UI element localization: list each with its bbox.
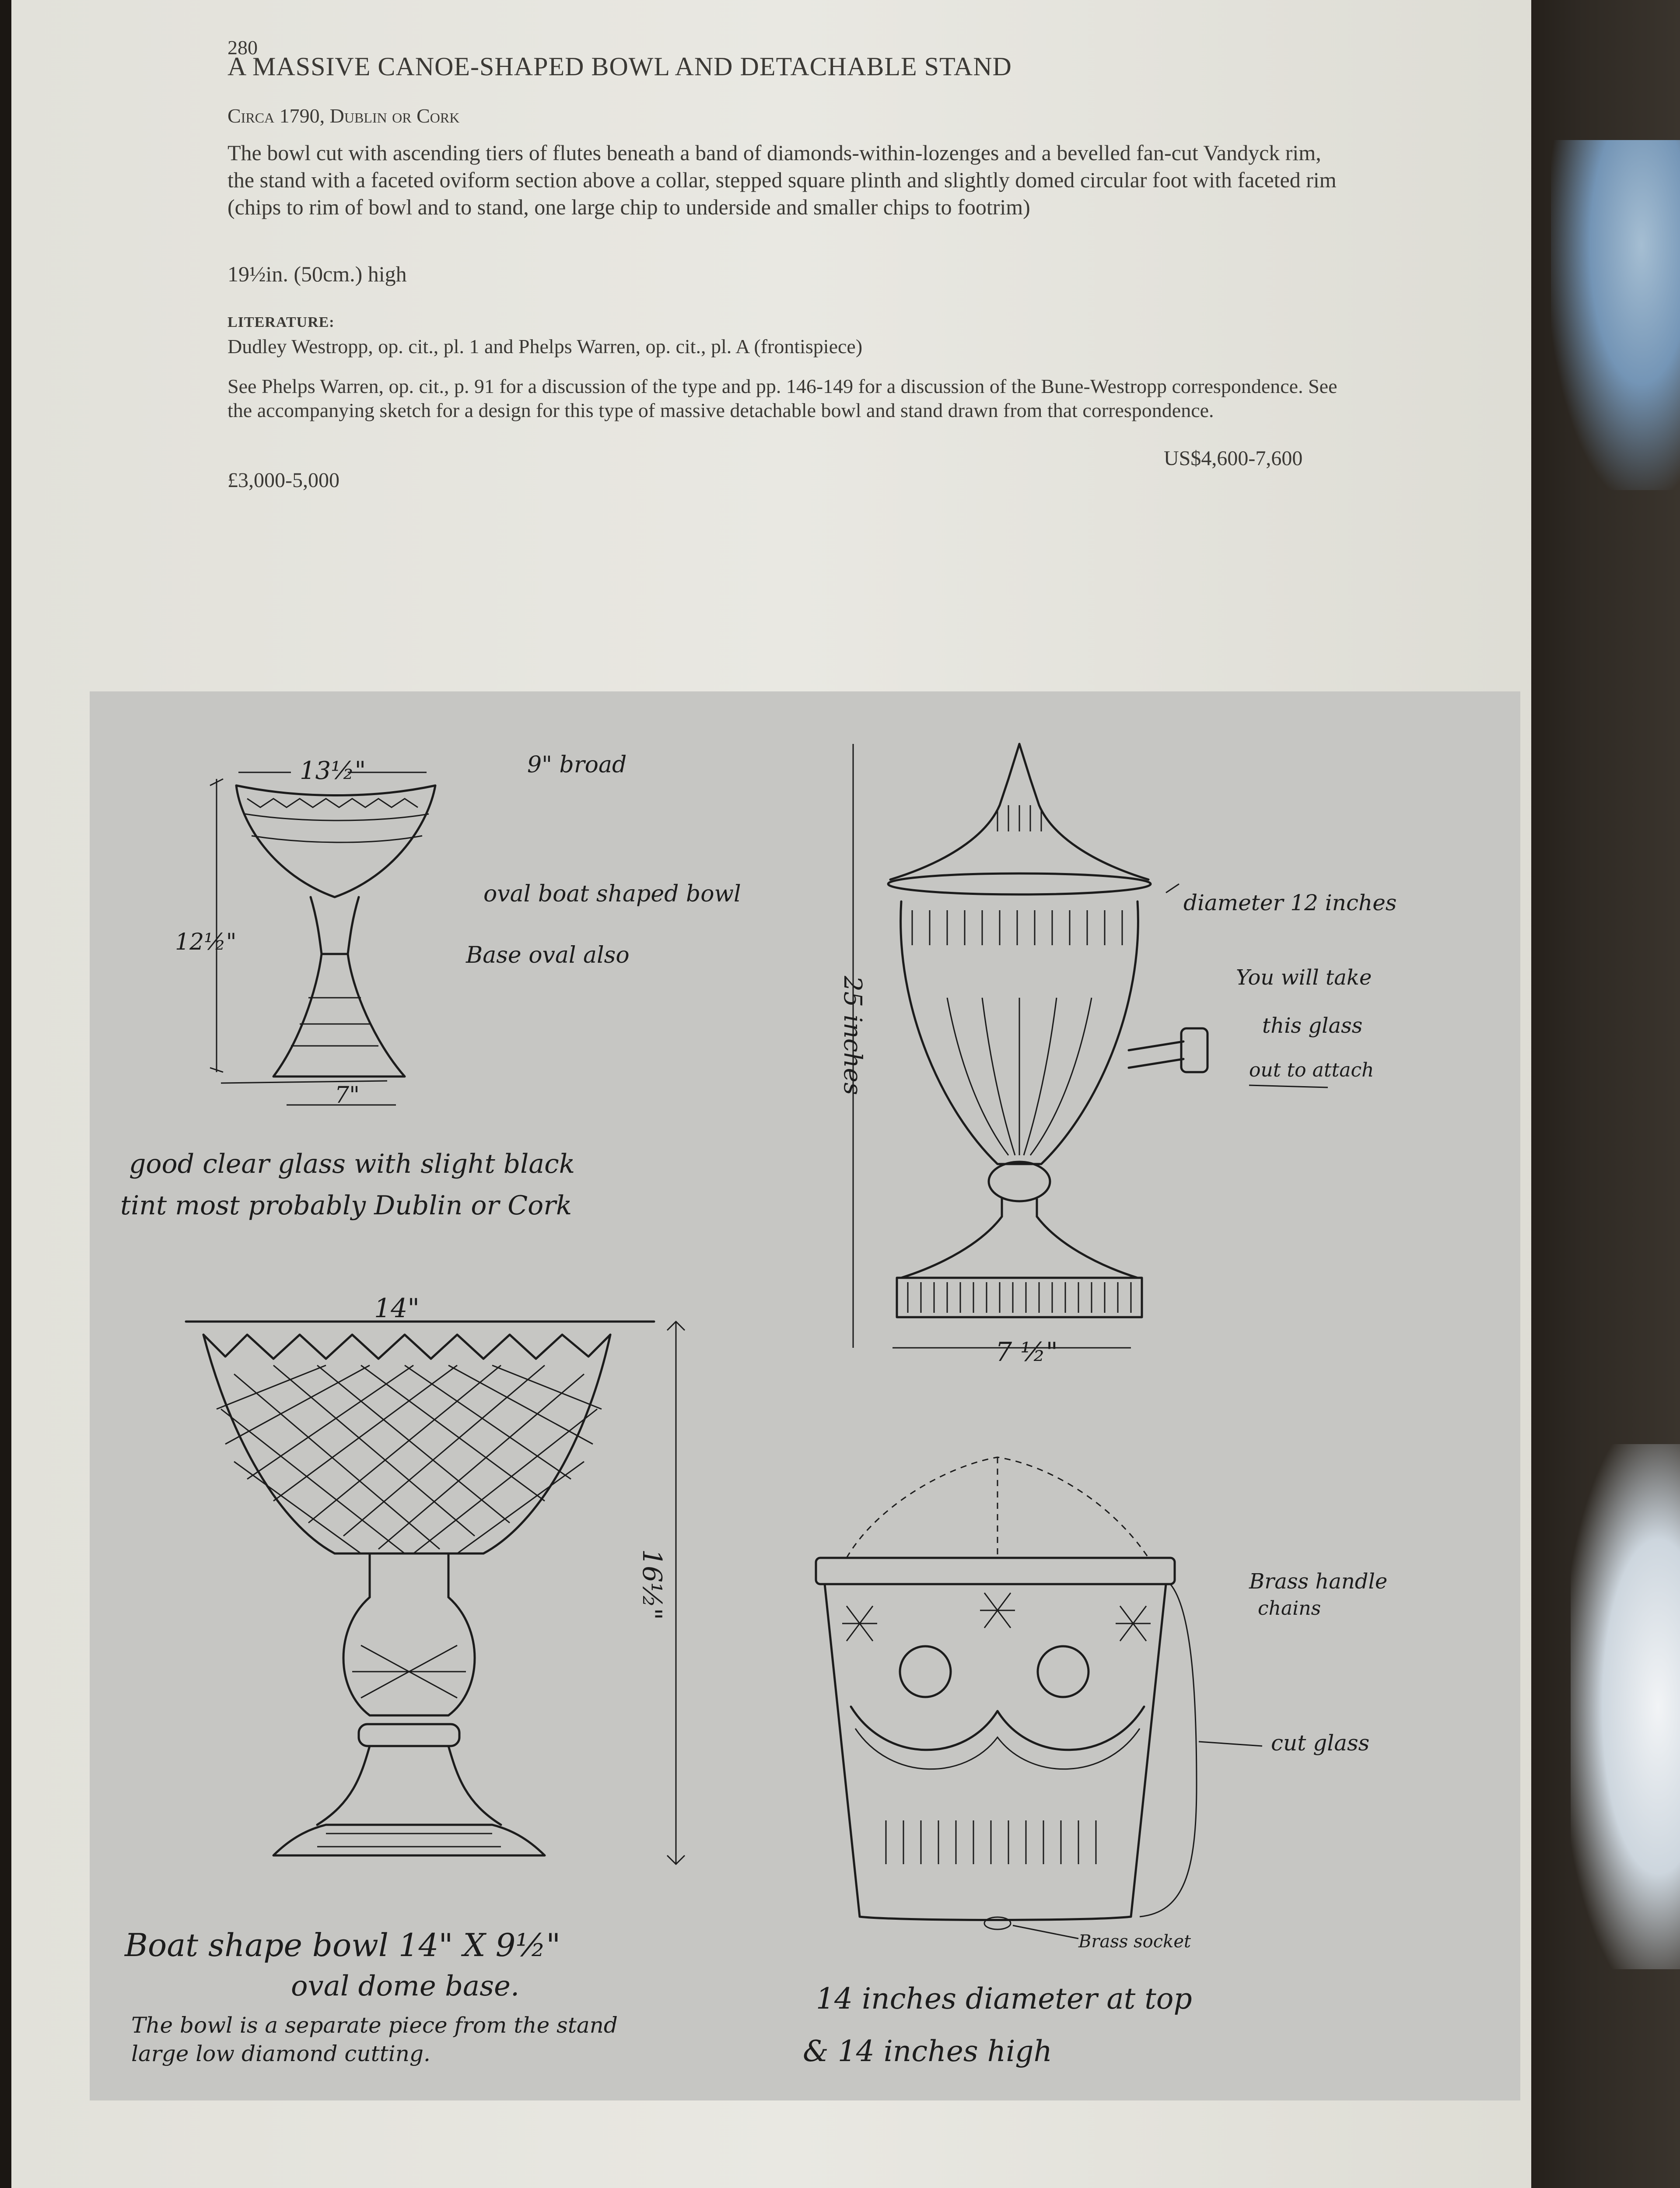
goblet-height-label: 12½" <box>175 929 237 955</box>
glass-object-blue <box>1551 140 1680 490</box>
sketch-drawing <box>90 691 1520 2100</box>
pail-handle-note-1: Brass handle <box>1249 1569 1388 1594</box>
estimate-usd: US$4,600-7,600 <box>1164 447 1303 470</box>
lot-subtitle: Circa 1790, Dublin or Cork <box>228 105 460 127</box>
urn-diameter-label: diameter 12 inches <box>1183 890 1397 915</box>
glass-object-white <box>1571 1444 1680 1969</box>
bowl-width-label: 14" <box>374 1293 420 1324</box>
bowl-sketch <box>186 1322 685 1864</box>
urn-note-3: out to attach <box>1249 1059 1374 1081</box>
lot-height: 19½in. (50cm.) high <box>228 262 407 286</box>
lot-description: The bowl cut with ascending tiers of flutes beneath a band of diamonds-within-lozenges and a bevelled fan-cut Vandyck rim, the stand with a faceted oviform section above a collar, stepped square plinth and slightly domed circular foot with faceted rim (chips to rim of bowl and to stand, one large chip to underside and smaller chips to footrim) <box>228 140 1337 219</box>
see-note: See Phelps Warren, op. cit., p. 91 for a discussion of the type and pp. 146-149 for a discussion of the Bune-Westropp correspondence. See the accompanying sketch for a design for this type of massive detachable bowl and stand drawn from that correspondence. <box>228 375 1337 421</box>
goblet-broad-label: 9" broad <box>527 752 627 778</box>
bowl-caption-4: large low diamond cutting. <box>131 2041 430 2066</box>
bowl-caption-3: The bowl is a separate piece from the stand <box>131 2013 618 2038</box>
pail-sketch <box>816 1457 1262 1939</box>
urn-sketch <box>853 744 1328 1348</box>
goblet-caption-2: tint most probably Dublin or Cork <box>120 1190 572 1221</box>
lot-number: 280 <box>228 36 258 59</box>
goblet-caption-1: good clear glass with slight black <box>129 1149 575 1179</box>
estimate-gbp: £3,000-5,000 <box>228 469 340 492</box>
literature-text: Dudley Westropp, op. cit., pl. 1 and Phelps Warren, op. cit., pl. A (frontispiece) <box>228 335 863 358</box>
urn-note-1: You will take <box>1236 965 1372 990</box>
goblet-note-2: Base oval also <box>466 942 630 968</box>
bowl-caption-2: oval dome base. <box>291 1970 520 2002</box>
pail-caption-2: & 14 inches high <box>803 2034 1053 2068</box>
goblet-width-label: 13½" <box>300 757 366 785</box>
goblet-note-1: oval boat shaped bowl <box>483 881 741 907</box>
pail-glass-note: cut glass <box>1271 1730 1370 1756</box>
lot-title: A MASSIVE CANOE-SHAPED BOWL AND DETACHABLE STAND <box>228 52 1012 81</box>
pail-socket-note: Brass socket <box>1078 1932 1191 1952</box>
goblet-base-label: 7" <box>335 1082 360 1108</box>
urn-base-label: 7 ½" <box>995 1337 1058 1368</box>
goblet-sketch <box>210 772 435 1105</box>
urn-note-2: this glass <box>1262 1013 1363 1038</box>
literature-heading: LITERATURE: <box>228 314 335 330</box>
bowl-height-label: 16½" <box>637 1549 667 1620</box>
pail-handle-note-2: chains <box>1258 1597 1321 1620</box>
pail-caption-1: 14 inches diameter at top <box>816 1982 1192 2016</box>
urn-height-label: 25 inches <box>838 976 867 1095</box>
bowl-caption-1: Boat shape bowl 14" X 9½" <box>125 1927 561 1964</box>
